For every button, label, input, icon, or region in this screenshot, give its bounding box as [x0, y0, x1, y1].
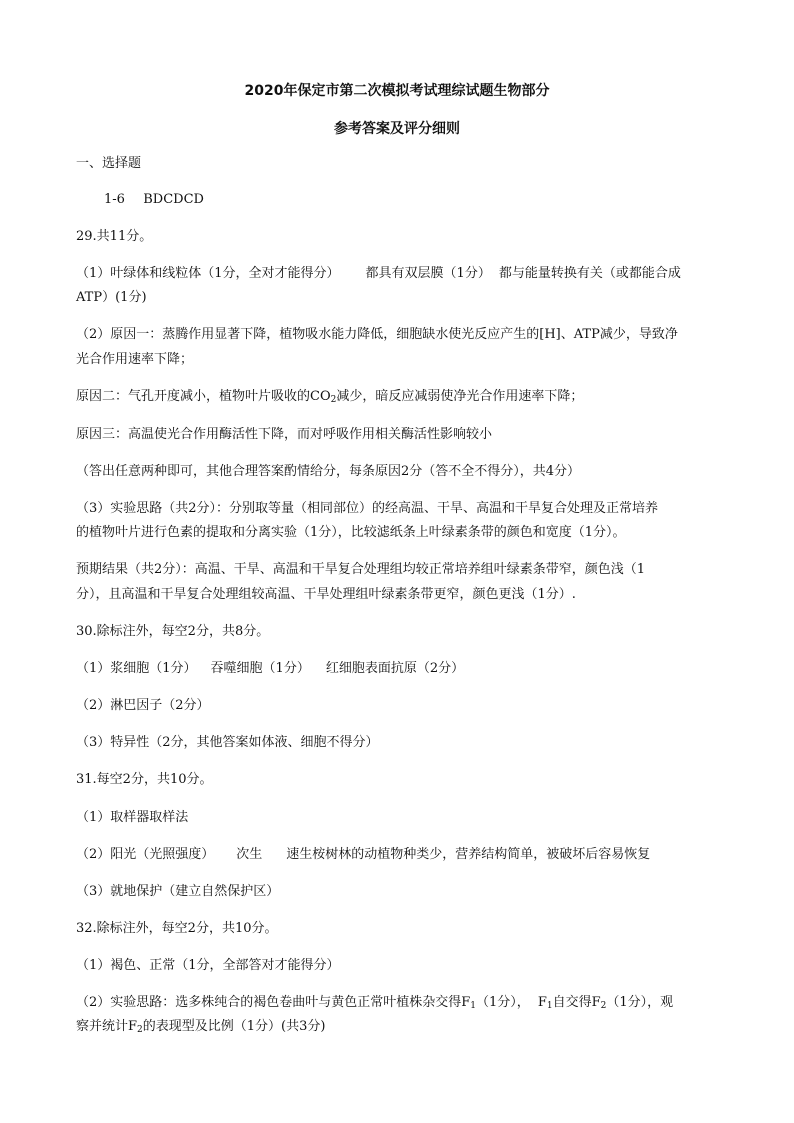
q29-part1-line1: [76, 266, 681, 282]
q32-part2-line2-b: 的表现型及比例（1分）(共3分): [142, 1019, 326, 1034]
q29-reason2: [76, 389, 583, 405]
q29-reason3: 原因三：高温使光合作用酶活性下降，而对呼吸作用相关酶活性影响较小: [76, 427, 493, 442]
q32-part2-a: （2）实验思路：选多株纯合的褐色卷曲叶与黄色正常叶植株杂交得F: [76, 995, 471, 1010]
q31-part2-a: （2）阳光（光照强度）: [76, 847, 215, 862]
q31-part2-b: 次生: [236, 847, 263, 862]
q32-part2-line1: [76, 995, 673, 1011]
section-heading-choice: 一、选择题: [76, 156, 142, 171]
f1-subscript-2: 1: [546, 1001, 553, 1011]
q30-part3: （3）特异性（2分，其他答案如体液、细胞不得分）: [76, 735, 379, 750]
q29-note: （答出任意两种即可，其他合理答案酌情给分，每条原因2分（答不全不得分），共4分）: [76, 464, 581, 479]
q29-header: 29.共11分。: [76, 229, 153, 244]
q32-part2-b: （1分），: [476, 995, 530, 1010]
q32-part2-c: F: [537, 995, 547, 1010]
q32-part1: （1）褐色、正常（1分，全部答对才能得分）: [76, 958, 340, 973]
f1-subscript: 1: [470, 1001, 477, 1011]
q29-part1-c: 都与能量转换有关（或都能合成: [498, 266, 681, 281]
co2-subscript: 2: [330, 395, 337, 405]
q31-part3: （3）就地保护（建立自然保护区）: [76, 884, 280, 899]
q32-part2-line2-a: 察并统计F: [76, 1019, 138, 1034]
q32-part2-e: （1分），观: [606, 995, 674, 1010]
document-title: 2020年保定市第二次模拟考试理综试题生物部分: [244, 83, 550, 99]
q29-reason2-b: 减少，暗反应减弱使净光合作用速率下降；: [336, 389, 584, 404]
q30-part1-a: （1）浆细胞（1分）: [76, 661, 197, 676]
choice-answers: BDCDCD: [143, 192, 204, 207]
q31-header: 31.每空2分，共10分。: [76, 772, 213, 787]
q29-reason2-a: 原因二：气孔开度减小，植物叶片吸收的CO: [76, 389, 331, 404]
q31-part1: （1）取样器取样法: [76, 810, 189, 825]
q31-part2-c: 速生桉树林的动植物种类少，营养结构简单，被破坏后容易恢复: [286, 847, 651, 862]
q29-part1-a: （1）叶绿体和线粒体（1分，全对才能得分）: [76, 266, 340, 281]
q32-part2-d: 自交得F: [552, 995, 601, 1010]
f2-subscript: 2: [600, 1001, 607, 1011]
choice-answers-range: 1-6: [104, 192, 125, 207]
q29-part2-line1: （2）原因一：蒸腾作用显著下降，植物吸水能力降低，细胞缺水使光反应产生的[H]、ATP减少，导致净: [76, 327, 678, 342]
q29-part3-line1: （3）实验思路（共2分）：分别取等量（相同部位）的经高温、干旱、高温和干旱复合处理及正常培养: [76, 501, 659, 516]
q29-result-line2: 分），且高温和干旱复合处理组较高温、干旱处理组叶绿素条带更窄，颜色更浅（1分）.: [76, 587, 576, 602]
q29-result-line1: 预期结果（共2分）：高温、干旱、高温和干旱复合处理组均较正常培养组叶绿素条带窄，颜色浅（1: [76, 562, 646, 577]
choice-answers-line: [104, 192, 204, 208]
q31-part2: [76, 847, 650, 863]
q30-part1-c: 红细胞表面抗原（2分）: [325, 661, 465, 676]
q32-part2-line2: [76, 1019, 325, 1035]
q30-part1-b: 吞噬细胞（1分）: [210, 661, 310, 676]
q29-part2-line2: 光合作用速率下降；: [76, 352, 194, 367]
q30-part2: （2）淋巴因子（2分）: [76, 698, 210, 713]
document-subtitle: 参考答案及评分细则: [334, 121, 460, 137]
q29-part1-b: 都具有双层膜（1分）: [365, 266, 491, 281]
q30-header: 30.除标注外，每空2分，共8分。: [76, 624, 270, 639]
f2-subscript-2: 2: [137, 1025, 143, 1035]
q32-header: 32.除标注外，每空2分，共10分。: [76, 921, 278, 936]
q29-part1-line2: ATP）(1分): [76, 290, 147, 305]
q29-part3-line2: 的植物叶片进行色素的提取和分离实验（1分），比较滤纸条上叶绿素条带的颜色和宽度（1分）。: [76, 525, 626, 540]
q30-part1: [76, 661, 464, 677]
